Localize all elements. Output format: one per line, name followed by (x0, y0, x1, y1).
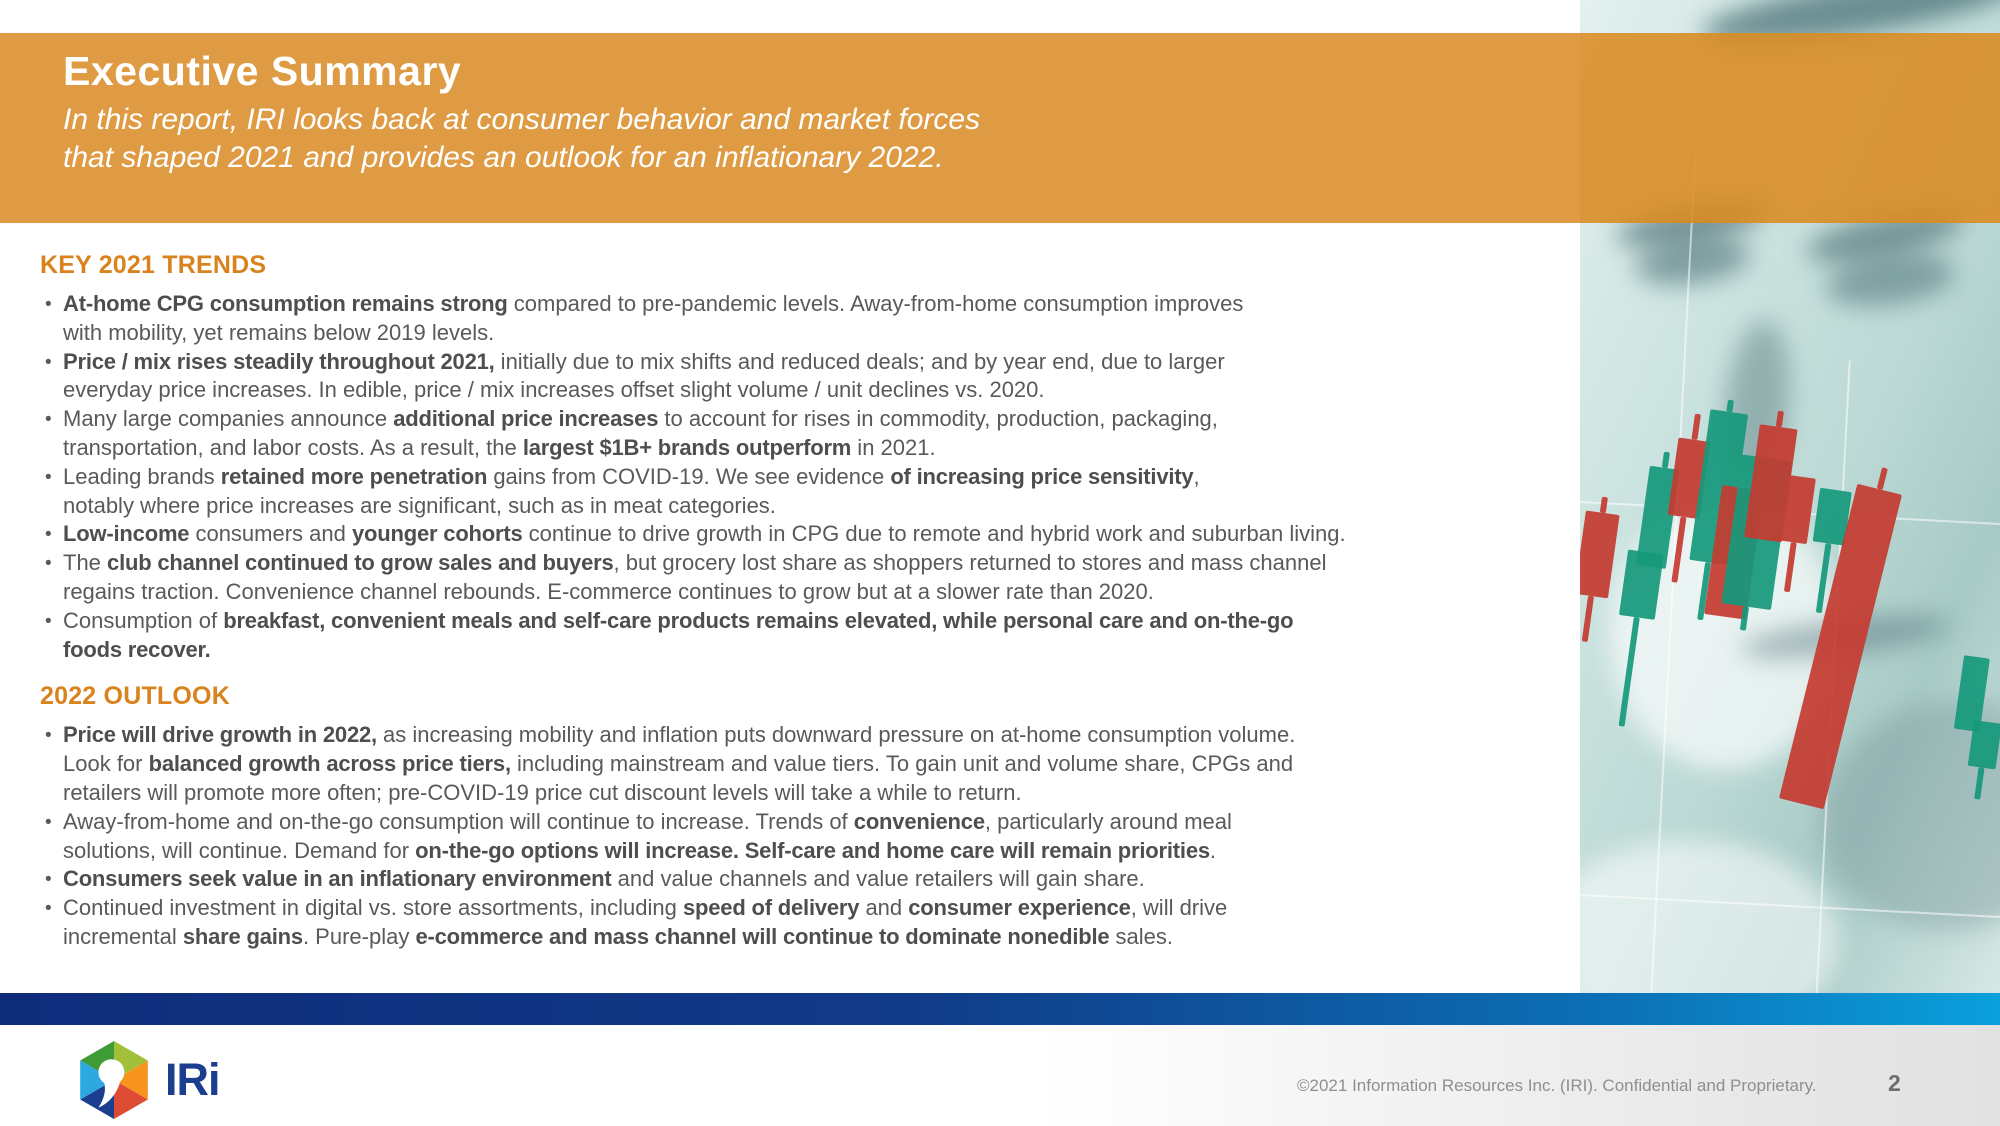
bullet-item: • At-home CPG consumption remains strong compared to pre-pandemic levels. Away-from-home consumption improves with mobility, yet remains below 2019 levels. (45, 291, 1244, 345)
footer (0, 1025, 2000, 1126)
bullet-item: • Continued investment in digital vs. store assortments, including speed of delivery and consumer experience, will drive incremental share gains. Pure-play e-commerce and mass channel will continue to dominate nonedible sales. (45, 895, 1228, 949)
section-heading-key-2021-trends: KEY 2021 TRENDS (40, 251, 267, 279)
green-candlestick (1604, 549, 1664, 728)
bottom-accent-bar (0, 993, 2000, 1025)
iri-logo-text: IRi (165, 1054, 220, 1105)
slide-subtitle-line: In this report, IRI looks back at consumer behavior and market forces (63, 103, 981, 136)
bullet-item: • The club channel continued to grow sales and buyers, but grocery lost share as shoppers returned to stores and mass channel regains traction. Convenience channel rebounds. E-commerce continues to grow but at a slower rate than 2020. (45, 550, 1327, 604)
bullet-marker: • (45, 524, 52, 546)
outlook-list (40, 721, 1578, 951)
bullet-marker: • (45, 610, 52, 632)
bullet-marker: • (45, 898, 52, 920)
bullet-marker: • (45, 553, 52, 575)
green-candlestick (1963, 720, 2000, 801)
bullet-item: • Away-from-home and on-the-go consumption will continue to increase. Trends of convenience, particularly around meal solutions, will continue. Demand for on-the-go options will increase. Self-care and home care will remain priorities. (45, 808, 1232, 863)
iri-logo-cube-icon (75, 1039, 153, 1121)
bullet-item: • Consumers seek value in an inflationary environment and value channels and value retailers will gain share. (40, 865, 1578, 894)
bullet-item: • Price will drive growth in 2022, as increasing mobility and inflation puts downward pressure on at-home consumption volume. Look for balanced growth across price tiers, including mainstream and value tiers. To gain unit and volume share, CPGs and retailers will promote more often; pre-COVID-19 price cut discount levels will take a while to return. (45, 722, 1296, 805)
bullet-item: • Low-income consumers and younger cohorts continue to drive growth in CPG due to remote and hybrid work and suburban living. (40, 520, 1578, 549)
red-candlestick (1580, 495, 1622, 644)
key-trends-list (40, 290, 1578, 664)
bullet-item: • Leading brands retained more penetration gains from COVID-19. We see evidence of increasing price sensitivity, notably where price increases are significant, such as in meat categories. (45, 463, 1200, 518)
bullet-marker: • (45, 466, 52, 488)
slide-subtitle (63, 101, 980, 177)
bullet-marker: • (45, 725, 52, 747)
content (40, 250, 1578, 952)
photo-orange-tint (1580, 33, 2000, 223)
bullet-marker: • (45, 294, 52, 315)
slide-title: Executive Summary (63, 48, 462, 94)
bullet-marker: • (45, 409, 52, 431)
page-number: 2 (1888, 1070, 1901, 1096)
bullet-item: • Consumption of breakfast, convenient meals and self-care products remains elevated, while personal care and on-the-go foods recover. (45, 607, 1294, 662)
bullet-marker: • (45, 351, 52, 373)
bullet-item: • Many large companies announce additional price increases to account for rises in commodity, production, packaging, transportation, and labor costs. As a result, the largest $1B+ brands outperform in 2021. (45, 406, 1218, 460)
bullet-marker: • (45, 869, 52, 891)
bullet-marker: • (45, 811, 52, 833)
hero-photo (1580, 0, 2000, 993)
header-text-block (63, 47, 980, 177)
section-heading-2022-outlook: 2022 OUTLOOK (40, 682, 230, 711)
iri-logo (75, 1039, 220, 1121)
bullet-item: • Price / mix rises steadily throughout 2021, initially due to mix shifts and reduced deals; and by year end, due to larger everyday price increases. In edible, price / mix increases offset slight volume / unit declines vs. 2020. (45, 348, 1225, 403)
copyright-text: ©2021 Information Resources Inc. (IRI). Confidential and Proprietary. (1297, 1076, 1817, 1095)
slide-subtitle-line: that shaped 2021 and provides an outlook for an inflationary 2022. (63, 141, 944, 174)
